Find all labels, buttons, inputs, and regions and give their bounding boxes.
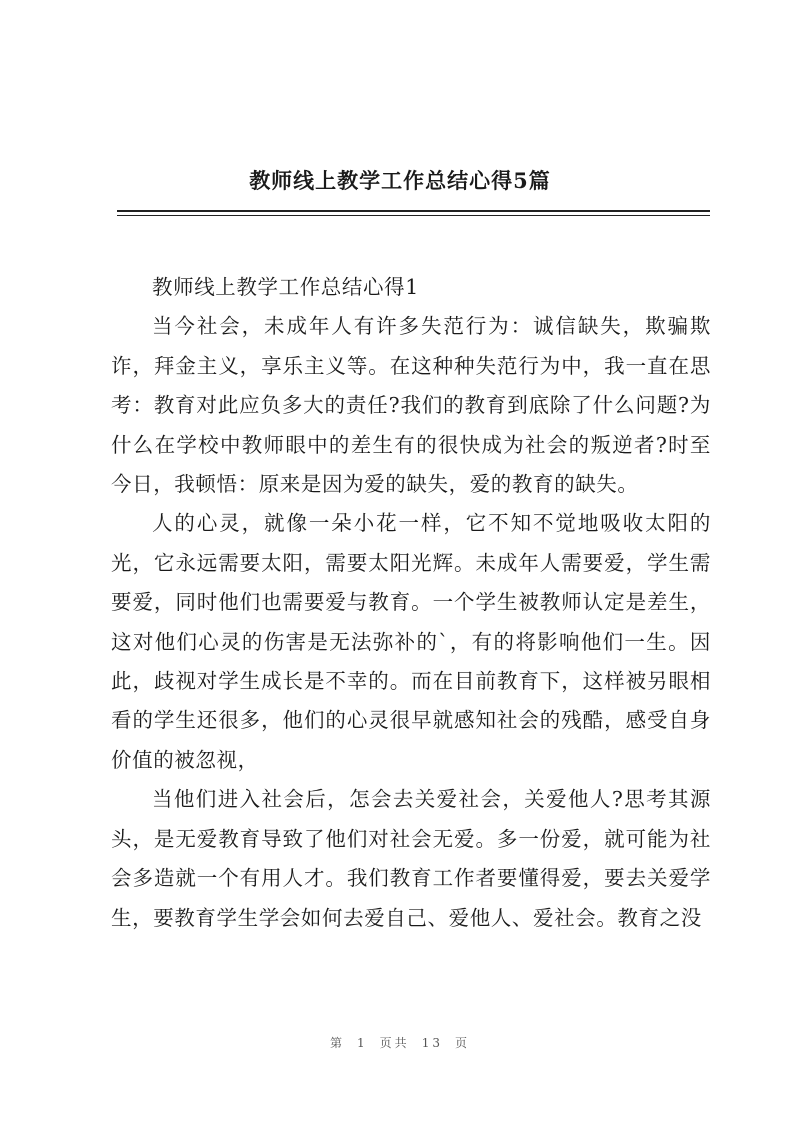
paragraph: 当今社会，未成年人有许多失范行为：诚信缺失，欺骗欺诈，拜金主义，享乐主义等。在这种种失范行为中，我一直在思考：教育对此应负多大的责任?我们的教育到底除了什么问题?为什么在学校中教师眼中的差生有的很快成为社会的叛逆者?时至今日，我顿悟：原来是因为爱的缺失，爱的教育的缺失。 <box>111 314 711 497</box>
document-title: 教师线上教学工作总结心得5篇 <box>249 168 551 193</box>
page-footer <box>0 1034 800 1051</box>
footer-prefix: 第 <box>330 1036 346 1050</box>
section-heading: 教师线上教学工作总结心得1 <box>152 275 419 299</box>
footer-middle: 页共 <box>379 1036 410 1050</box>
paragraph: 当他们进入社会后，怎会去关爱社会，关爱他人?思考其源头，是无爱教育导致了他们对社会无爱。多一份爱，就可能为社会多造就一个有用人才。我们教育工作者要懂得爱，要去关爱学生，要教育学生学会如何去爱自己、爱他人、爱社会。教育之没 <box>111 787 711 930</box>
footer-suffix: 页 <box>454 1036 470 1050</box>
title-underline-thin <box>117 215 710 216</box>
paragraph: 人的心灵，就像一朵小花一样，它不知不觉地吸收太阳的光，它永远需要太阳，需要太阳光辉。未成年人需要爱，学生需要爱，同时他们也需要爱与教育。一个学生被教师认定是差生，这对他们心灵的伤害是无法弥补的`，有的将影响他们一生。因此，歧视对学生成长是不幸的。而在目前教育下，这样被另眼相看的学生还很多，他们的心灵很早就感知社会的残酷，感受自身价值的被忽视， <box>111 511 711 772</box>
footer-current-page: 1 <box>357 1036 368 1050</box>
title-underline-thick <box>117 210 710 212</box>
document-body <box>111 268 711 938</box>
footer-total-pages: 13 <box>421 1036 443 1050</box>
